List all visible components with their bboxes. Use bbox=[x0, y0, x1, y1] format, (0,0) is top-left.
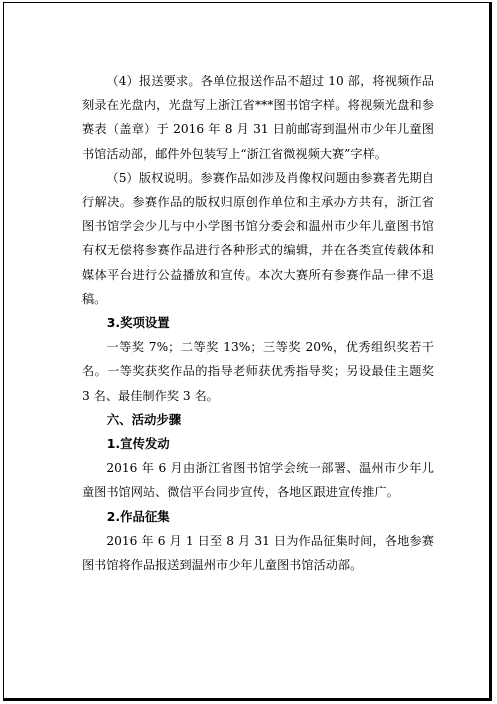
paragraph-submission-requirements: （4）报送要求。各单位报送作品不超过 10 部，将视频作品刻录在光盘内，光盘写上浙江省***图书馆字样。将视频光盘和参赛表（盖章）于 2016 年 8 月 31 日前邮寄到温州市少年儿童图书馆活动部，邮件外包装写上“浙江省微视频大赛”字样。 bbox=[82, 74, 434, 161]
heading-publicity: 1.宣传发动 bbox=[106, 436, 170, 452]
paragraph-copyright-notice: （5）版权说明。参赛作品如涉及肖像权问题由参赛者先期自行解决。参赛作品的版权归原创作单位和主承办方共有，浙江省图书馆学会少儿与中小学图书馆分委会和温州市少年儿童图书馆有权无偿将参赛作品进行各种形式的编辑，并在各类宣传载体和媒体平台进行公益播放和宣传。本次大赛所有参赛作品一律不退稿。 bbox=[82, 170, 434, 306]
paragraph-collection-detail: 2016 年 6 月 1 日至 8 月 31 日为作品征集时间，各地参赛图书馆将作品报送到温州市少年儿童图书馆活动部。 bbox=[82, 533, 434, 573]
document-page bbox=[3, 2, 492, 701]
document-body bbox=[82, 69, 434, 577]
paragraph-publicity-detail: 2016 年 6 月由浙江省图书馆学会统一部署、温州市少年儿童图书馆网站、微信平台同步宣传，各地区跟进宣传推广。 bbox=[82, 461, 434, 500]
heading-collection: 2.作品征集 bbox=[106, 508, 170, 524]
paragraph-awards-detail: 一等奖 7%；二等奖 13%；三等奖 20%，优秀组织奖若干名。一等奖获奖作品的指导老师获优秀指导奖；另设最佳主题奖 3 名、最佳制作奖 3 名。 bbox=[82, 340, 434, 403]
heading-activity-steps: 六、活动步骤 bbox=[106, 411, 182, 427]
heading-awards: 3.奖项设置 bbox=[106, 315, 170, 331]
